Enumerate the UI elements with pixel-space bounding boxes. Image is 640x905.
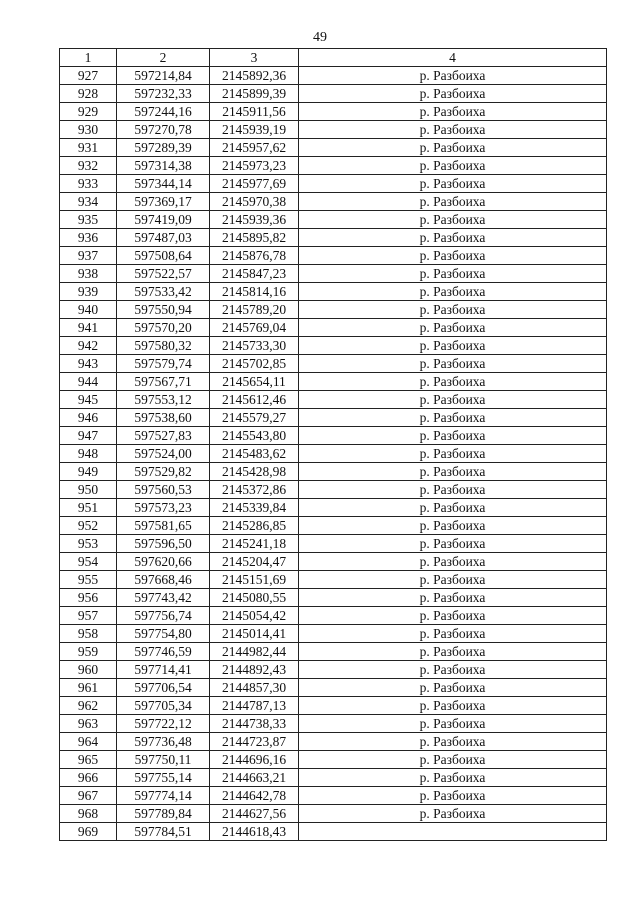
cell-x-coordinate: 597754,80 <box>117 625 210 643</box>
table-row <box>60 787 607 805</box>
cell-feature-name: р. Разбоиха <box>299 211 607 229</box>
table-row <box>60 301 607 319</box>
cell-y-coordinate: 2144723,87 <box>210 733 299 751</box>
cell-x-coordinate: 597560,53 <box>117 481 210 499</box>
table-body <box>60 67 607 841</box>
cell-x-coordinate: 597538,60 <box>117 409 210 427</box>
table-row <box>60 751 607 769</box>
cell-y-coordinate: 2145204,47 <box>210 553 299 571</box>
cell-y-coordinate: 2145339,84 <box>210 499 299 517</box>
table-row <box>60 211 607 229</box>
cell-point-number: 946 <box>60 409 117 427</box>
cell-x-coordinate: 597214,84 <box>117 67 210 85</box>
cell-y-coordinate: 2145151,69 <box>210 571 299 589</box>
cell-point-number: 937 <box>60 247 117 265</box>
cell-x-coordinate: 597550,94 <box>117 301 210 319</box>
cell-y-coordinate: 2145814,16 <box>210 283 299 301</box>
table-row <box>60 85 607 103</box>
cell-point-number: 963 <box>60 715 117 733</box>
cell-y-coordinate: 2145654,11 <box>210 373 299 391</box>
cell-feature-name: р. Разбоиха <box>299 481 607 499</box>
table-row <box>60 247 607 265</box>
cell-feature-name: р. Разбоиха <box>299 337 607 355</box>
table-row <box>60 355 607 373</box>
cell-feature-name: р. Разбоиха <box>299 553 607 571</box>
cell-feature-name: р. Разбоиха <box>299 697 607 715</box>
cell-x-coordinate: 597620,66 <box>117 553 210 571</box>
coordinates-table <box>59 48 607 841</box>
cell-x-coordinate: 597369,17 <box>117 193 210 211</box>
table-row <box>60 391 607 409</box>
cell-feature-name: р. Разбоиха <box>299 643 607 661</box>
table-row <box>60 427 607 445</box>
table-row <box>60 121 607 139</box>
cell-x-coordinate: 597743,42 <box>117 589 210 607</box>
cell-point-number: 960 <box>60 661 117 679</box>
cell-feature-name: р. Разбоиха <box>299 571 607 589</box>
cell-x-coordinate: 597756,74 <box>117 607 210 625</box>
cell-x-coordinate: 597705,34 <box>117 697 210 715</box>
cell-feature-name: р. Разбоиха <box>299 589 607 607</box>
cell-x-coordinate: 597533,42 <box>117 283 210 301</box>
cell-x-coordinate: 597579,74 <box>117 355 210 373</box>
cell-x-coordinate: 597580,32 <box>117 337 210 355</box>
cell-feature-name: р. Разбоиха <box>299 103 607 121</box>
table-row <box>60 769 607 787</box>
cell-y-coordinate: 2145612,46 <box>210 391 299 409</box>
cell-y-coordinate: 2144618,43 <box>210 823 299 841</box>
cell-y-coordinate: 2145286,85 <box>210 517 299 535</box>
cell-feature-name: р. Разбоиха <box>299 301 607 319</box>
cell-y-coordinate: 2145428,98 <box>210 463 299 481</box>
table-row <box>60 571 607 589</box>
cell-point-number: 964 <box>60 733 117 751</box>
table-row <box>60 175 607 193</box>
cell-point-number: 944 <box>60 373 117 391</box>
cell-x-coordinate: 597570,20 <box>117 319 210 337</box>
table-row <box>60 157 607 175</box>
cell-x-coordinate: 597553,12 <box>117 391 210 409</box>
cell-point-number: 967 <box>60 787 117 805</box>
cell-point-number: 933 <box>60 175 117 193</box>
cell-feature-name: р. Разбоиха <box>299 193 607 211</box>
cell-x-coordinate: 597746,59 <box>117 643 210 661</box>
cell-point-number: 935 <box>60 211 117 229</box>
cell-y-coordinate: 2144696,16 <box>210 751 299 769</box>
cell-y-coordinate: 2144642,78 <box>210 787 299 805</box>
cell-point-number: 961 <box>60 679 117 697</box>
cell-point-number: 954 <box>60 553 117 571</box>
table-row <box>60 283 607 301</box>
table-row <box>60 373 607 391</box>
cell-x-coordinate: 597755,14 <box>117 769 210 787</box>
cell-feature-name: р. Разбоиха <box>299 805 607 823</box>
table-row <box>60 661 607 679</box>
cell-feature-name: р. Разбоиха <box>299 499 607 517</box>
cell-point-number: 929 <box>60 103 117 121</box>
header-y-coordinate: 3 <box>210 49 299 67</box>
cell-x-coordinate: 597522,57 <box>117 265 210 283</box>
cell-y-coordinate: 2145733,30 <box>210 337 299 355</box>
cell-feature-name: р. Разбоиха <box>299 661 607 679</box>
cell-y-coordinate: 2145579,27 <box>210 409 299 427</box>
table-row <box>60 229 607 247</box>
table-row <box>60 67 607 85</box>
cell-point-number: 950 <box>60 481 117 499</box>
cell-feature-name: р. Разбоиха <box>299 787 607 805</box>
cell-point-number: 927 <box>60 67 117 85</box>
cell-y-coordinate: 2144857,30 <box>210 679 299 697</box>
cell-y-coordinate: 2145241,18 <box>210 535 299 553</box>
table-row <box>60 589 607 607</box>
table-row <box>60 715 607 733</box>
table-row <box>60 481 607 499</box>
cell-y-coordinate: 2144982,44 <box>210 643 299 661</box>
cell-feature-name: р. Разбоиха <box>299 85 607 103</box>
cell-y-coordinate: 2145769,04 <box>210 319 299 337</box>
table-row <box>60 625 607 643</box>
table-row <box>60 193 607 211</box>
cell-x-coordinate: 597581,65 <box>117 517 210 535</box>
table-row <box>60 445 607 463</box>
cell-feature-name: р. Разбоиха <box>299 517 607 535</box>
cell-x-coordinate: 597244,16 <box>117 103 210 121</box>
cell-y-coordinate: 2144892,43 <box>210 661 299 679</box>
cell-feature-name: р. Разбоиха <box>299 625 607 643</box>
cell-x-coordinate: 597750,11 <box>117 751 210 769</box>
cell-point-number: 952 <box>60 517 117 535</box>
table-row <box>60 823 607 841</box>
cell-feature-name: р. Разбоиха <box>299 157 607 175</box>
cell-feature-name: р. Разбоиха <box>299 679 607 697</box>
cell-x-coordinate: 597419,09 <box>117 211 210 229</box>
cell-point-number: 942 <box>60 337 117 355</box>
cell-feature-name: р. Разбоиха <box>299 229 607 247</box>
cell-x-coordinate: 597270,78 <box>117 121 210 139</box>
cell-point-number: 968 <box>60 805 117 823</box>
cell-point-number: 953 <box>60 535 117 553</box>
cell-point-number: 928 <box>60 85 117 103</box>
cell-feature-name: р. Разбоиха <box>299 769 607 787</box>
cell-feature-name: р. Разбоиха <box>299 283 607 301</box>
cell-point-number: 958 <box>60 625 117 643</box>
cell-point-number: 949 <box>60 463 117 481</box>
cell-feature-name: р. Разбоиха <box>299 247 607 265</box>
table-row <box>60 499 607 517</box>
table-row <box>60 517 607 535</box>
cell-feature-name: р. Разбоиха <box>299 409 607 427</box>
cell-point-number: 959 <box>60 643 117 661</box>
table-row <box>60 805 607 823</box>
cell-x-coordinate: 597668,46 <box>117 571 210 589</box>
cell-point-number: 939 <box>60 283 117 301</box>
cell-feature-name: р. Разбоиха <box>299 265 607 283</box>
cell-x-coordinate: 597232,33 <box>117 85 210 103</box>
table-row <box>60 553 607 571</box>
cell-y-coordinate: 2145977,69 <box>210 175 299 193</box>
table-row <box>60 697 607 715</box>
cell-x-coordinate: 597314,38 <box>117 157 210 175</box>
cell-y-coordinate: 2145957,62 <box>210 139 299 157</box>
table-row <box>60 679 607 697</box>
cell-y-coordinate: 2145973,23 <box>210 157 299 175</box>
cell-x-coordinate: 597573,23 <box>117 499 210 517</box>
cell-y-coordinate: 2145911,56 <box>210 103 299 121</box>
header-x-coordinate: 2 <box>117 49 210 67</box>
table-row <box>60 103 607 121</box>
cell-feature-name: р. Разбоиха <box>299 715 607 733</box>
cell-x-coordinate: 597789,84 <box>117 805 210 823</box>
table-row <box>60 139 607 157</box>
cell-feature-name: р. Разбоиха <box>299 67 607 85</box>
cell-y-coordinate: 2144787,13 <box>210 697 299 715</box>
cell-x-coordinate: 597524,00 <box>117 445 210 463</box>
cell-feature-name: р. Разбоиха <box>299 607 607 625</box>
cell-point-number: 930 <box>60 121 117 139</box>
cell-y-coordinate: 2145847,23 <box>210 265 299 283</box>
cell-point-number: 962 <box>60 697 117 715</box>
table-row <box>60 535 607 553</box>
table-row <box>60 733 607 751</box>
page-number: 49 <box>313 30 327 45</box>
cell-y-coordinate: 2145372,86 <box>210 481 299 499</box>
cell-y-coordinate: 2145895,82 <box>210 229 299 247</box>
cell-point-number: 956 <box>60 589 117 607</box>
header-point-number: 1 <box>60 49 117 67</box>
cell-feature-name: р. Разбоиха <box>299 535 607 553</box>
cell-y-coordinate: 2145080,55 <box>210 589 299 607</box>
cell-feature-name: р. Разбоиха <box>299 121 607 139</box>
table-row <box>60 337 607 355</box>
cell-x-coordinate: 597706,54 <box>117 679 210 697</box>
cell-x-coordinate: 597344,14 <box>117 175 210 193</box>
cell-point-number: 947 <box>60 427 117 445</box>
cell-feature-name: р. Разбоиха <box>299 373 607 391</box>
cell-feature-name <box>299 823 607 841</box>
cell-y-coordinate: 2145939,36 <box>210 211 299 229</box>
cell-feature-name: р. Разбоиха <box>299 139 607 157</box>
cell-y-coordinate: 2144627,56 <box>210 805 299 823</box>
cell-y-coordinate: 2145970,38 <box>210 193 299 211</box>
table-row <box>60 409 607 427</box>
cell-point-number: 936 <box>60 229 117 247</box>
cell-x-coordinate: 597784,51 <box>117 823 210 841</box>
table-row <box>60 319 607 337</box>
cell-x-coordinate: 597508,64 <box>117 247 210 265</box>
cell-y-coordinate: 2144663,21 <box>210 769 299 787</box>
cell-feature-name: р. Разбоиха <box>299 751 607 769</box>
cell-feature-name: р. Разбоиха <box>299 355 607 373</box>
cell-feature-name: р. Разбоиха <box>299 175 607 193</box>
cell-feature-name: р. Разбоиха <box>299 733 607 751</box>
cell-y-coordinate: 2145789,20 <box>210 301 299 319</box>
cell-x-coordinate: 597487,03 <box>117 229 210 247</box>
header-feature-name: 4 <box>299 49 607 67</box>
cell-point-number: 957 <box>60 607 117 625</box>
cell-y-coordinate: 2145899,39 <box>210 85 299 103</box>
cell-feature-name: р. Разбоиха <box>299 427 607 445</box>
cell-y-coordinate: 2145543,80 <box>210 427 299 445</box>
cell-point-number: 966 <box>60 769 117 787</box>
cell-x-coordinate: 597567,71 <box>117 373 210 391</box>
cell-x-coordinate: 597289,39 <box>117 139 210 157</box>
cell-x-coordinate: 597722,12 <box>117 715 210 733</box>
cell-point-number: 965 <box>60 751 117 769</box>
cell-feature-name: р. Разбоиха <box>299 445 607 463</box>
cell-point-number: 932 <box>60 157 117 175</box>
cell-point-number: 941 <box>60 319 117 337</box>
cell-point-number: 948 <box>60 445 117 463</box>
cell-point-number: 955 <box>60 571 117 589</box>
cell-y-coordinate: 2144738,33 <box>210 715 299 733</box>
cell-feature-name: р. Разбоиха <box>299 319 607 337</box>
cell-x-coordinate: 597527,83 <box>117 427 210 445</box>
cell-x-coordinate: 597736,48 <box>117 733 210 751</box>
cell-x-coordinate: 597774,14 <box>117 787 210 805</box>
cell-x-coordinate: 597714,41 <box>117 661 210 679</box>
cell-y-coordinate: 2145876,78 <box>210 247 299 265</box>
cell-point-number: 934 <box>60 193 117 211</box>
cell-y-coordinate: 2145054,42 <box>210 607 299 625</box>
cell-point-number: 938 <box>60 265 117 283</box>
cell-feature-name: р. Разбоиха <box>299 391 607 409</box>
cell-y-coordinate: 2145483,62 <box>210 445 299 463</box>
cell-y-coordinate: 2145702,85 <box>210 355 299 373</box>
cell-point-number: 943 <box>60 355 117 373</box>
cell-feature-name: р. Разбоиха <box>299 463 607 481</box>
table-row <box>60 607 607 625</box>
cell-point-number: 951 <box>60 499 117 517</box>
table-row <box>60 643 607 661</box>
cell-point-number: 945 <box>60 391 117 409</box>
cell-y-coordinate: 2145014,41 <box>210 625 299 643</box>
cell-x-coordinate: 597529,82 <box>117 463 210 481</box>
table-row <box>60 463 607 481</box>
cell-x-coordinate: 597596,50 <box>117 535 210 553</box>
cell-point-number: 931 <box>60 139 117 157</box>
cell-point-number: 940 <box>60 301 117 319</box>
cell-y-coordinate: 2145892,36 <box>210 67 299 85</box>
table-header-row <box>60 49 607 67</box>
cell-y-coordinate: 2145939,19 <box>210 121 299 139</box>
table-row <box>60 265 607 283</box>
cell-point-number: 969 <box>60 823 117 841</box>
